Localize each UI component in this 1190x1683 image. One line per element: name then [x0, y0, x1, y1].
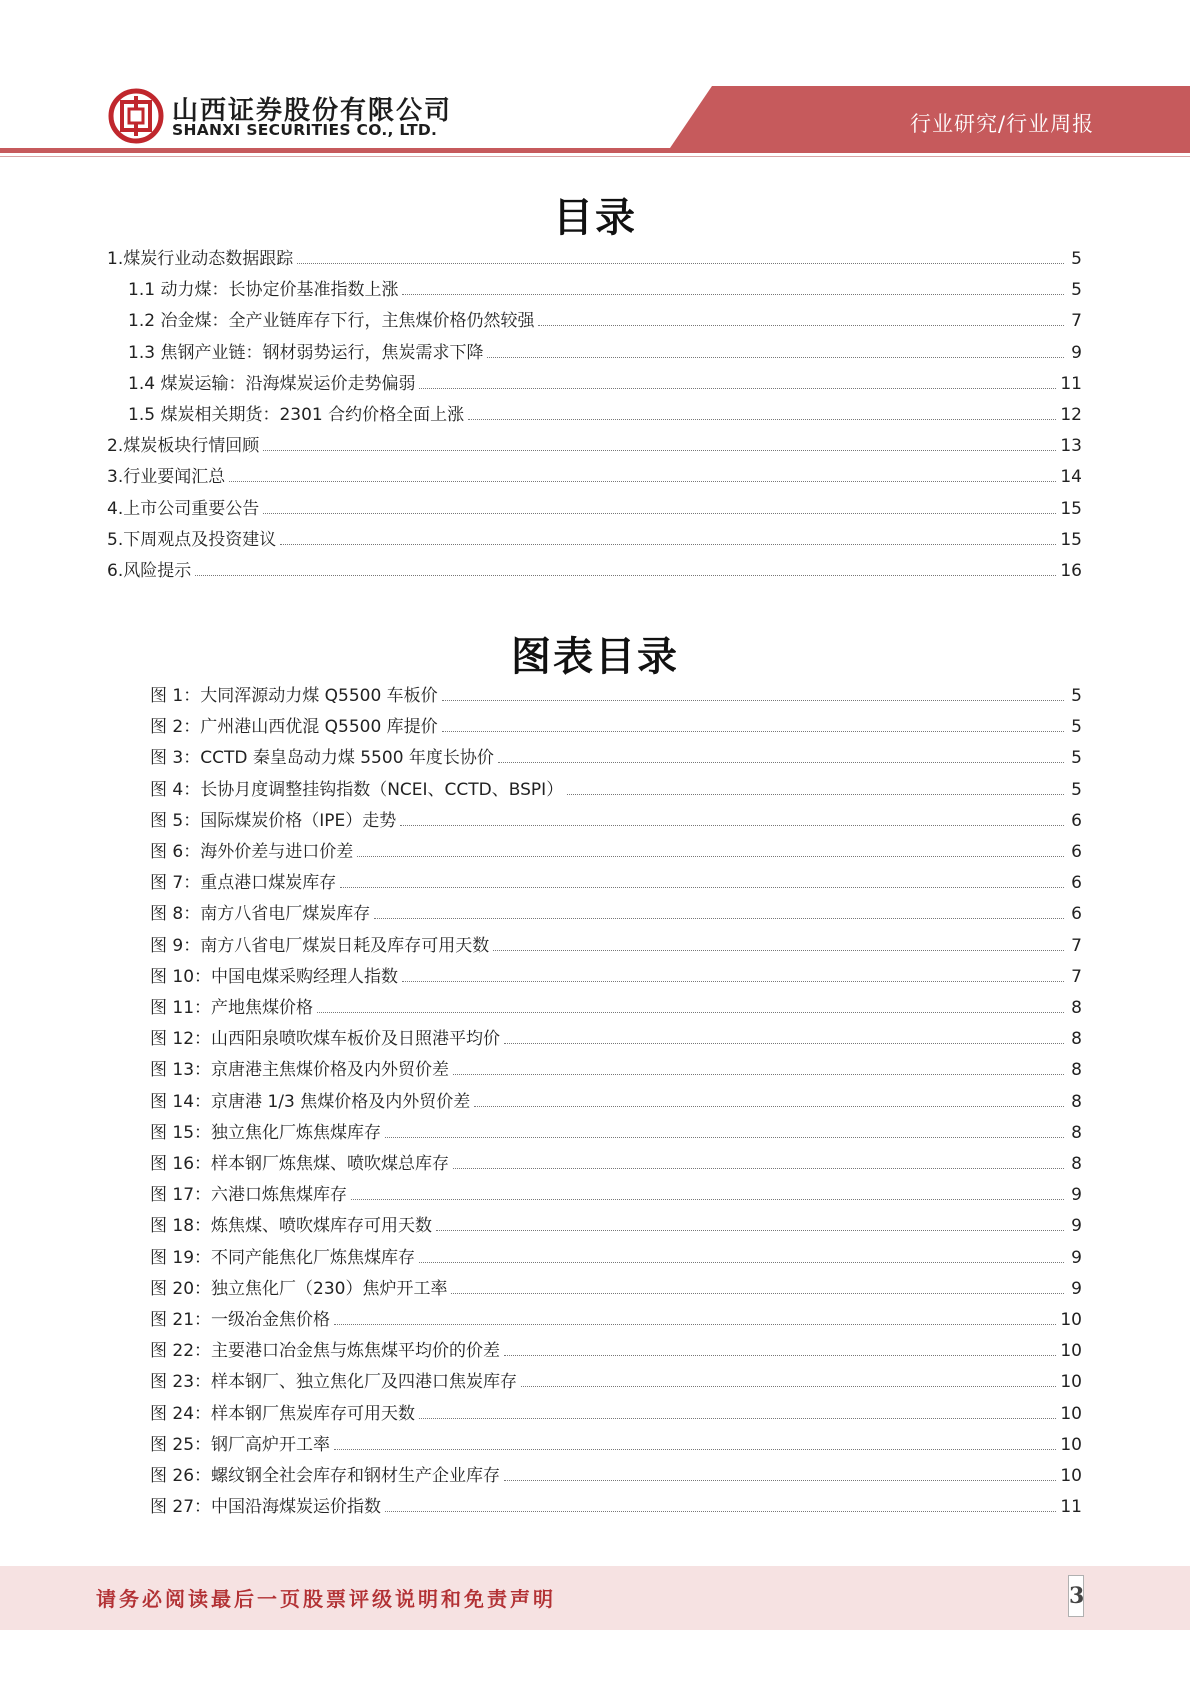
header-divider-thin [0, 156, 1190, 157]
figure-label: 图 20：独立焦化厂（230）焦炉开工率 [150, 1278, 448, 1299]
figure-page-number: 11 [1060, 1497, 1082, 1518]
figure-leader-dots [385, 1497, 1056, 1512]
figure-row[interactable] [150, 996, 1082, 1020]
figure-page-number: 8 [1071, 1060, 1082, 1081]
toc-row[interactable] [128, 403, 1082, 427]
toc-title: 目录 [553, 194, 637, 241]
figure-row[interactable] [150, 1183, 1082, 1207]
figure-page-number: 10 [1060, 1403, 1082, 1424]
figure-row[interactable] [150, 1027, 1082, 1051]
figure-row[interactable] [150, 840, 1082, 864]
toc-leader-dots [538, 311, 1064, 326]
figure-row[interactable] [150, 1277, 1082, 1301]
figure-row[interactable] [150, 1090, 1082, 1114]
figure-label: 图 5：国际煤炭价格（IPE）走势 [150, 810, 397, 831]
figure-page-number: 9 [1071, 1216, 1082, 1237]
figure-leader-dots [504, 1029, 1064, 1044]
figure-page-number: 5 [1071, 748, 1082, 769]
toc-page-number: 11 [1060, 373, 1082, 394]
report-type: 行业研究/行业周报 [910, 112, 1095, 136]
figure-page-number: 8 [1071, 998, 1082, 1018]
figure-page-number: 5 [1071, 686, 1082, 706]
toc-label: 1.4 煤炭运输：沿海煤炭运价走势偏弱 [128, 373, 416, 394]
figure-label: 图 23：样本钢厂、独立焦化厂及四港口焦炭库存 [150, 1372, 518, 1393]
figure-label: 图 24：样本钢厂焦炭库存可用天数 [150, 1403, 416, 1424]
figure-label: 图 6：海外价差与进口价差 [150, 842, 354, 862]
toc-leader-dots [195, 561, 1056, 576]
figure-label: 图 3：CCTD 秦皇岛动力煤 5500 年度长协价 [150, 748, 494, 769]
figure-row[interactable] [150, 871, 1082, 895]
figure-label: 图 13：京唐港主焦煤价格及内外贸价差 [150, 1060, 450, 1081]
toc-leader-dots [263, 499, 1056, 514]
figure-label: 图 1：大同浑源动力煤 Q5500 车板价 [150, 686, 438, 706]
figure-row[interactable] [150, 684, 1082, 708]
figure-page-number: 10 [1060, 1434, 1082, 1455]
figure-row[interactable] [150, 1464, 1082, 1488]
company-name-cn: 山西证券股份有限公司 [172, 96, 453, 126]
figure-leader-dots [357, 842, 1064, 857]
figure-leader-dots [374, 904, 1064, 919]
page-number: 3 [1068, 1575, 1084, 1617]
figure-row[interactable] [150, 746, 1082, 770]
figure-row[interactable] [150, 934, 1082, 958]
toc-page-number: 12 [1060, 405, 1082, 425]
figure-row[interactable] [150, 965, 1082, 989]
toc-label: 1.1 动力煤：长协定价基准指数上涨 [128, 280, 399, 301]
toc-label: 5.下周观点及投资建议 [107, 529, 277, 550]
figure-page-number: 8 [1071, 1029, 1082, 1050]
figure-leader-dots [334, 1310, 1056, 1325]
figure-page-number: 8 [1071, 1154, 1082, 1174]
figure-leader-dots [351, 1185, 1064, 1200]
figure-leader-dots [334, 1435, 1056, 1450]
figure-page-number: 8 [1071, 1091, 1082, 1112]
toc-row[interactable] [128, 341, 1082, 365]
figure-leader-dots [400, 811, 1064, 826]
figure-page-number: 7 [1071, 966, 1082, 987]
figure-label: 图 26：螺纹钢全社会库存和钢材生产企业库存 [150, 1466, 501, 1486]
figure-label: 图 27：中国沿海煤炭运价指数 [150, 1497, 382, 1518]
figure-leader-dots [419, 1404, 1056, 1419]
figure-leader-dots [498, 748, 1064, 763]
toc-leader-dots [402, 280, 1064, 295]
toc-row[interactable] [128, 309, 1082, 333]
figure-page-number: 5 [1071, 717, 1082, 738]
toc-row[interactable] [107, 559, 1082, 583]
figure-leader-dots [451, 1279, 1064, 1294]
figure-row[interactable] [150, 1152, 1082, 1176]
figure-label: 图 22：主要港口冶金焦与炼焦煤平均价的价差 [150, 1341, 501, 1362]
toc-leader-dots [263, 436, 1056, 451]
header-divider [0, 148, 1190, 153]
figure-leader-dots [474, 1092, 1064, 1107]
figure-page-number: 7 [1071, 935, 1082, 956]
figure-label: 图 17：六港口炼焦煤库存 [150, 1185, 348, 1206]
figure-leader-dots [442, 686, 1064, 701]
toc-label: 1.5 煤炭相关期货：2301 合约价格全面上涨 [128, 405, 465, 425]
figure-label: 图 16：样本钢厂炼焦煤、喷吹煤总库存 [150, 1154, 450, 1174]
figure-label: 图 19：不同产能焦化厂炼焦煤库存 [150, 1247, 416, 1268]
figure-leader-dots [442, 717, 1064, 732]
toc-leader-dots [280, 530, 1056, 545]
figure-row[interactable] [150, 1433, 1082, 1457]
figure-label: 图 25：钢厂高炉开工率 [150, 1434, 331, 1455]
figure-row[interactable] [150, 1370, 1082, 1394]
figure-leader-dots [317, 998, 1064, 1013]
figure-leader-dots [385, 1123, 1064, 1138]
toc-leader-dots [468, 405, 1056, 420]
figure-label: 图 14：京唐港 1/3 焦煤价格及内外贸价差 [150, 1091, 471, 1112]
figure-label: 图 9：南方八省电厂煤炭日耗及库存可用天数 [150, 935, 490, 956]
toc-label: 1.煤炭行业动态数据跟踪 [107, 249, 294, 269]
figure-leader-dots [521, 1372, 1056, 1387]
figure-leader-dots [340, 873, 1064, 888]
toc-row[interactable] [107, 434, 1082, 458]
toc-page-number: 9 [1071, 342, 1082, 363]
figure-leader-dots [493, 936, 1064, 951]
figure-label: 图 18：炼焦煤、喷吹煤库存可用天数 [150, 1216, 433, 1237]
figure-row[interactable] [150, 1058, 1082, 1082]
disclaimer-text: 请务必阅读最后一页股票评级说明和免责声明 [96, 1587, 556, 1611]
figure-page-number: 6 [1071, 904, 1082, 925]
figure-label: 图 4：长协月度调整挂钩指数（NCEI、CCTD、BSPI） [150, 779, 564, 800]
figure-page-number: 10 [1060, 1466, 1082, 1486]
toc-page-number: 7 [1071, 311, 1082, 332]
toc-row[interactable] [128, 372, 1082, 396]
toc-leader-dots [419, 374, 1056, 389]
toc-row[interactable] [128, 278, 1082, 302]
figure-leader-dots [567, 780, 1064, 795]
figure-leader-dots [402, 967, 1064, 982]
figure-label: 图 7：重点港口煤炭库存 [150, 873, 337, 894]
shanxi-securities-logo-icon [108, 88, 164, 144]
toc-page-number: 13 [1060, 436, 1082, 457]
figures-title: 图表目录 [511, 633, 679, 680]
figure-row[interactable] [150, 809, 1082, 833]
toc-label: 2.煤炭板块行情回顾 [107, 436, 260, 457]
figure-row[interactable] [150, 778, 1082, 802]
figure-label: 图 21：一级冶金焦价格 [150, 1310, 331, 1330]
figure-page-number: 10 [1060, 1310, 1082, 1330]
toc-label: 3.行业要闻汇总 [107, 467, 226, 488]
toc-label: 6.风险提示 [107, 561, 192, 581]
figure-page-number: 6 [1071, 810, 1082, 831]
page-header [0, 0, 1190, 170]
figure-page-number: 9 [1071, 1278, 1082, 1299]
toc-leader-dots [297, 249, 1064, 264]
figure-label: 图 8：南方八省电厂煤炭库存 [150, 904, 371, 925]
toc-page-number: 15 [1060, 529, 1082, 550]
figure-leader-dots [436, 1216, 1064, 1231]
figure-row[interactable] [150, 1121, 1082, 1145]
figure-page-number: 9 [1071, 1247, 1082, 1268]
figure-label: 图 11：产地焦煤价格 [150, 998, 314, 1018]
toc-page-number: 16 [1060, 561, 1082, 581]
toc-page-number: 15 [1060, 498, 1082, 519]
toc-row[interactable] [107, 465, 1082, 489]
figure-leader-dots [504, 1466, 1056, 1481]
figure-row[interactable] [150, 1339, 1082, 1363]
figure-leader-dots [453, 1060, 1064, 1075]
figure-leader-dots [419, 1248, 1064, 1263]
figure-label: 图 10：中国电煤采购经理人指数 [150, 966, 399, 987]
figure-row[interactable] [150, 1308, 1082, 1332]
figure-row[interactable] [150, 1246, 1082, 1270]
figure-row[interactable] [150, 1495, 1082, 1519]
figure-page-number: 5 [1071, 779, 1082, 800]
toc-leader-dots [229, 467, 1056, 482]
toc-page-number: 14 [1060, 467, 1082, 488]
toc-row[interactable] [107, 247, 1082, 271]
company-name-en: SHANXI SECURITIES CO., LTD. [172, 121, 438, 139]
figure-page-number: 9 [1071, 1185, 1082, 1206]
figure-row[interactable] [150, 1214, 1082, 1238]
figure-page-number: 10 [1060, 1372, 1082, 1393]
figure-leader-dots [453, 1154, 1064, 1169]
toc-row[interactable] [107, 528, 1082, 552]
figure-row[interactable] [150, 902, 1082, 926]
figure-row[interactable] [150, 715, 1082, 739]
toc-label: 1.2 冶金煤：全产业链库存下行，主焦煤价格仍然较强 [128, 311, 535, 332]
figure-page-number: 6 [1071, 873, 1082, 894]
figure-label: 图 2：广州港山西优混 Q5500 库提价 [150, 717, 438, 738]
figure-row[interactable] [150, 1402, 1082, 1426]
toc-label: 4.上市公司重要公告 [107, 498, 260, 519]
figure-page-number: 8 [1071, 1122, 1082, 1143]
toc-label: 1.3 焦钢产业链：钢材弱势运行，焦炭需求下降 [128, 342, 484, 363]
figure-leader-dots [504, 1341, 1056, 1356]
figure-label: 图 12：山西阳泉喷吹煤车板价及日照港平均价 [150, 1029, 501, 1050]
toc-page-number: 5 [1071, 280, 1082, 301]
toc-row[interactable] [107, 497, 1082, 521]
toc-page-number: 5 [1071, 249, 1082, 269]
figure-page-number: 10 [1060, 1341, 1082, 1362]
toc-leader-dots [487, 343, 1064, 358]
figure-page-number: 6 [1071, 842, 1082, 862]
figure-label: 图 15：独立焦化厂炼焦煤库存 [150, 1122, 382, 1143]
